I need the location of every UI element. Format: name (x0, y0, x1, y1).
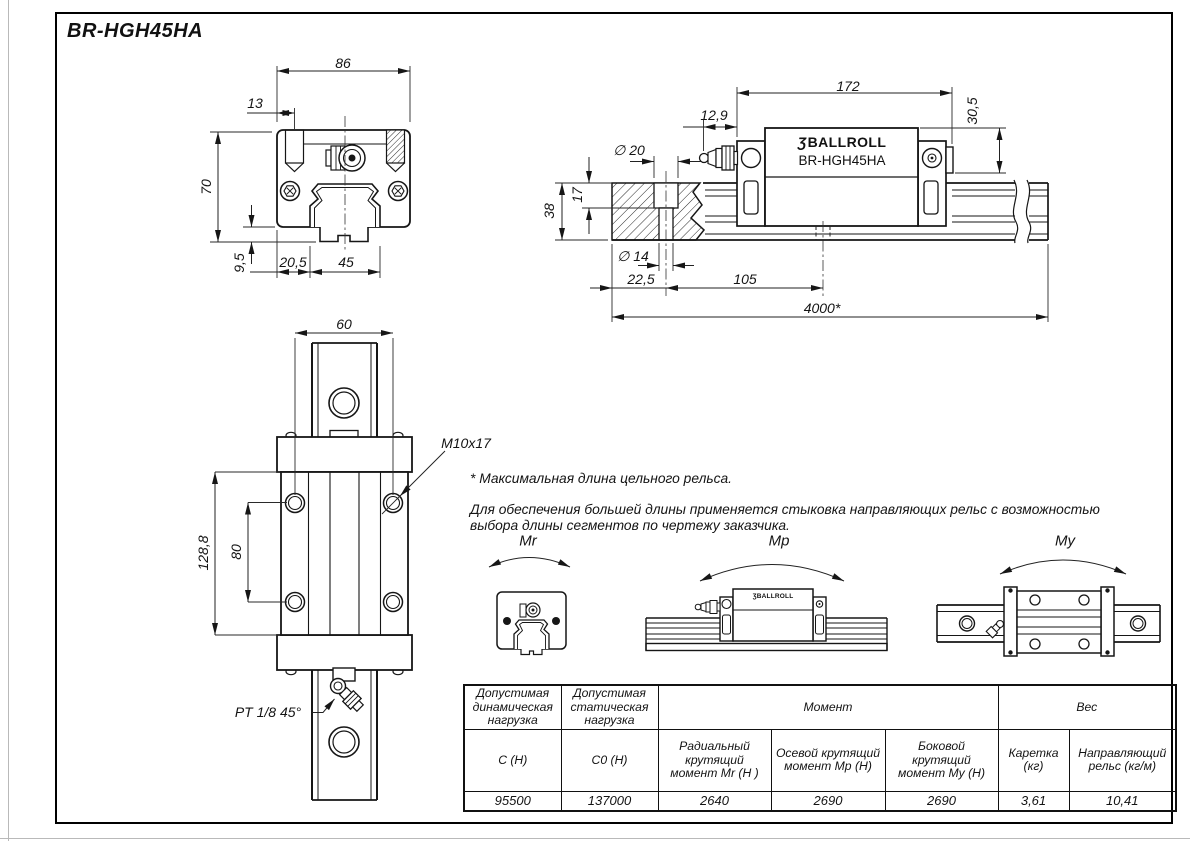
moment-figure-my (937, 560, 1160, 656)
dim-side-hole-pitch: 105 (733, 271, 757, 287)
moment-label-mp: Mp (768, 532, 790, 550)
spec-table (463, 684, 1177, 812)
front-view-drawing (210, 66, 410, 278)
dim-side-end-to-hole: 22,5 (627, 271, 655, 287)
note-joining-line2: выбора длины сегментов по чертежу заказчика. (470, 518, 790, 533)
dim-front-bottom-clearance: 9,5 (231, 253, 247, 273)
dim-side-max-rail-length: 4000* (803, 300, 841, 316)
moment-figure-mp (646, 565, 887, 651)
carriage-nameplate (766, 135, 918, 168)
subheader-c0: C0 (Н) (561, 729, 658, 791)
dim-front-edge-to-rail: 20,5 (279, 254, 307, 270)
table-row-values (464, 791, 1176, 811)
callout-grease-port: PT 1/8 45° (234, 704, 302, 720)
note-max-rail-length: * Максимальная длина цельного рельса. (470, 471, 733, 486)
dim-side-hole-dia: ∅ 14 (617, 248, 649, 264)
header-static-load: Допустимая статическая нагрузка (561, 685, 658, 729)
mini-nameplate (733, 594, 813, 601)
ballroll-logo-icon-small: Ʒ (752, 593, 757, 600)
dim-side-nipple-length: 12,9 (700, 107, 728, 123)
subheader-rail: Направляющий рельс (кг/м) (1069, 729, 1176, 791)
page-title: BR-HGH45HA (67, 20, 204, 42)
dim-side-counterbore-dia: ∅ 20 (613, 142, 645, 158)
header-moment: Момент (658, 685, 998, 729)
header-dynamic-load: Допустимая динамическая нагрузка (464, 685, 561, 729)
dim-side-height-above-rail: 30,5 (964, 97, 980, 125)
note-joining-line1: Для обеспечения большей длины применяется стыковка направляющих рельс с возможностью (470, 502, 1100, 517)
dim-side-counterbore-depth: 17 (569, 187, 585, 203)
moment-label-mr: Mr (519, 532, 537, 550)
dim-front-rail-width: 45 (338, 254, 354, 270)
dim-front-hole-offset: 13 (247, 95, 263, 111)
value-my: 2690 (885, 791, 998, 811)
callout-thread-size: M10x17 (441, 435, 491, 451)
value-rail: 10,41 (1069, 791, 1176, 811)
value-mp: 2690 (771, 791, 885, 811)
ballroll-logo-icon: Ʒ (797, 134, 807, 150)
value-mr: 2640 (658, 791, 771, 811)
value-c: 95500 (464, 791, 561, 811)
value-carriage: 3,61 (998, 791, 1069, 811)
subheader-my: Боковой крутящий момент My (Н) (885, 729, 998, 791)
brand-row (766, 135, 918, 149)
subheader-mr: Радиальный крутящий момент Mr (Н ) (658, 729, 771, 791)
brand-name: BALLROLL (807, 134, 887, 150)
table-row-headers (464, 685, 1176, 729)
dim-side-length: 172 (836, 78, 860, 94)
dim-front-height: 70 (198, 179, 214, 195)
subheader-carriage: Каретка (кг) (998, 729, 1069, 791)
subheader-c: C (Н) (464, 729, 561, 791)
dim-plan-hole-spacing-width: 60 (336, 316, 352, 332)
table-row-subheaders (464, 729, 1176, 791)
brand-name-small: BALLROLL (756, 593, 794, 600)
dim-plan-carriage-body-length: 128,8 (195, 535, 211, 571)
dim-front-width-top: 86 (335, 55, 351, 71)
dim-side-rail-height: 38 (541, 203, 557, 219)
subheader-mp: Осевой крутящий момент Mp (Н) (771, 729, 885, 791)
plan-view-drawing (215, 333, 445, 800)
moment-figure-mr (489, 558, 570, 655)
dim-plan-hole-spacing-length: 80 (228, 544, 244, 560)
value-c0: 137000 (561, 791, 658, 811)
header-weight: Вес (998, 685, 1176, 729)
model-label: BR-HGH45HA (798, 153, 886, 168)
moment-label-my: My (1055, 532, 1075, 550)
